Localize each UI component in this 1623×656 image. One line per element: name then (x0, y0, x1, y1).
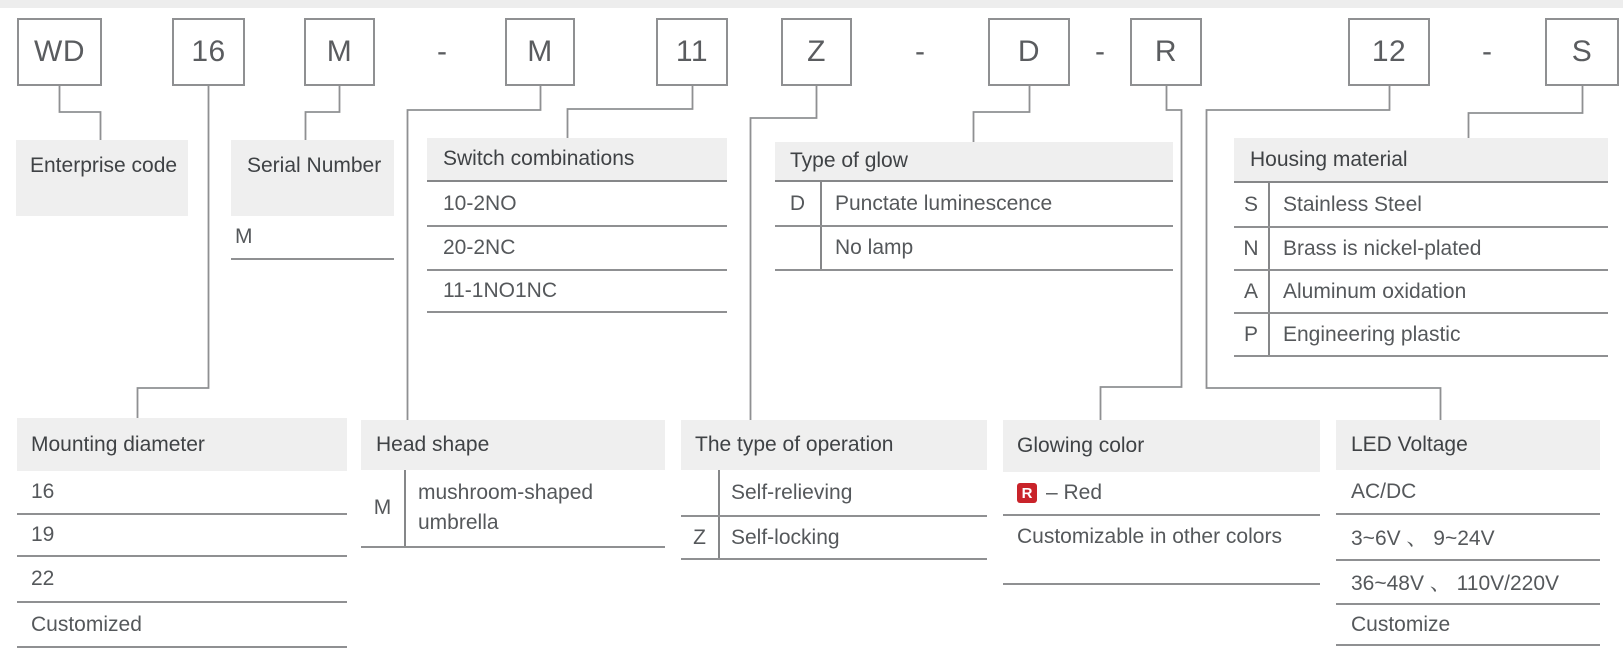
row-label: Customizable in other colors (1017, 525, 1282, 548)
table-row (681, 517, 987, 560)
table-row (681, 470, 987, 517)
section-mounting-diameter (17, 418, 347, 648)
row-label: Self-relieving (731, 480, 853, 504)
row-label: Engineering plastic (1283, 322, 1461, 346)
row-code: A (1234, 271, 1270, 312)
row-code: S (1234, 183, 1270, 226)
table-row (1003, 516, 1320, 585)
row-code: N (1234, 228, 1270, 269)
section-type-of-operation (681, 420, 987, 560)
section-serial-number (231, 140, 394, 216)
section-title: Head shape (361, 420, 665, 470)
table-row (1336, 470, 1600, 515)
row-label: 11-1NO1NC (443, 279, 557, 302)
row-label: Aluminum oxidation (1283, 279, 1467, 303)
row-code: Z (681, 517, 720, 558)
section-housing-material (1234, 138, 1608, 357)
connector-wd-enterprise-code (60, 86, 101, 140)
row-label: 22 (31, 567, 55, 590)
section-title: LED Voltage (1336, 420, 1600, 470)
row-label: 20-2NC (443, 236, 516, 259)
connector-11-switch-combinations (568, 86, 693, 138)
section-title: The type of operation (681, 420, 987, 470)
section-title: Mounting diameter (17, 418, 347, 471)
row-code: P (1234, 314, 1270, 355)
table-row (1336, 561, 1600, 605)
section-glowing-color (1003, 420, 1320, 585)
code-box-diameter: 16 (172, 18, 245, 86)
code-separator: - (915, 35, 925, 68)
code-separator: - (1482, 35, 1492, 68)
code-box-serial: M (304, 18, 375, 86)
connector-d-type-of-glow (974, 86, 1030, 142)
table-row (17, 603, 347, 648)
row-label: 19 (31, 523, 55, 546)
code-box-glow-type: D (988, 18, 1070, 86)
row-label: Punctate luminescence (835, 191, 1053, 215)
table-row (1234, 228, 1608, 271)
table-row (775, 182, 1173, 227)
table-row (17, 557, 347, 603)
section-title: Housing material (1234, 138, 1608, 183)
section-title: Glowing color (1003, 420, 1320, 472)
row-label: AC/DC (1351, 479, 1417, 503)
row-label: No lamp (835, 236, 914, 259)
section-title: Enterprise code (30, 154, 178, 177)
table-row (1234, 183, 1608, 228)
code-box-operation: Z (781, 18, 852, 86)
table-row (1234, 271, 1608, 314)
row-label: 10-2NO (443, 191, 517, 215)
table-row (1234, 314, 1608, 357)
code-box-glow-color: R (1130, 18, 1202, 86)
code-box-switch-combination: 11 (656, 18, 728, 86)
table-row (427, 271, 727, 313)
section-head-shape (361, 420, 665, 548)
code-box-voltage: 12 (1348, 18, 1430, 86)
code-box-material: S (1545, 18, 1619, 86)
section-type-of-glow (775, 142, 1173, 271)
connector-s-housing-material (1469, 86, 1583, 138)
row-label: Customize (1351, 612, 1451, 636)
table-row (775, 227, 1173, 271)
section-switch-combinations (427, 138, 727, 313)
table-row (361, 470, 665, 548)
table-row (427, 227, 727, 271)
table-row (427, 182, 727, 227)
section-title: Switch combinations (427, 138, 727, 182)
table-row (1336, 515, 1600, 561)
row-label: mushroom-shaped umbrella (418, 481, 594, 534)
row-label: 16 (31, 480, 55, 503)
row-label: 36~48V 、 110V/220V (1351, 572, 1560, 595)
code-separator: - (437, 35, 447, 68)
section-enterprise-code (16, 140, 188, 216)
section-led-voltage (1336, 420, 1600, 646)
connector-m-serial-number (306, 86, 340, 140)
serial-number-value: M (231, 216, 394, 260)
table-row (17, 515, 347, 557)
row-code: D (775, 182, 822, 225)
table-row (1336, 605, 1600, 646)
code-box-head-shape: M (505, 18, 575, 86)
row-label: Self-locking (731, 525, 840, 549)
row-code: M (361, 470, 406, 546)
row-label: Brass is nickel-plated (1283, 236, 1482, 260)
code-separator: - (1095, 35, 1105, 68)
row-label: 3~6V 、 9~24V (1351, 527, 1495, 550)
connector-16-mounting-diameter (138, 86, 209, 418)
row-code (681, 470, 720, 515)
row-label: – Red (1046, 481, 1103, 504)
row-code (775, 227, 822, 269)
section-title: Type of glow (775, 142, 1173, 182)
table-row (1003, 472, 1320, 516)
section-title: Serial Number (247, 154, 382, 177)
code-box-enterprise: WD (17, 18, 102, 86)
red-color-icon: R (1017, 483, 1037, 503)
row-label: Stainless Steel (1283, 192, 1422, 216)
table-row (17, 471, 347, 515)
row-label: Customized (31, 612, 142, 636)
